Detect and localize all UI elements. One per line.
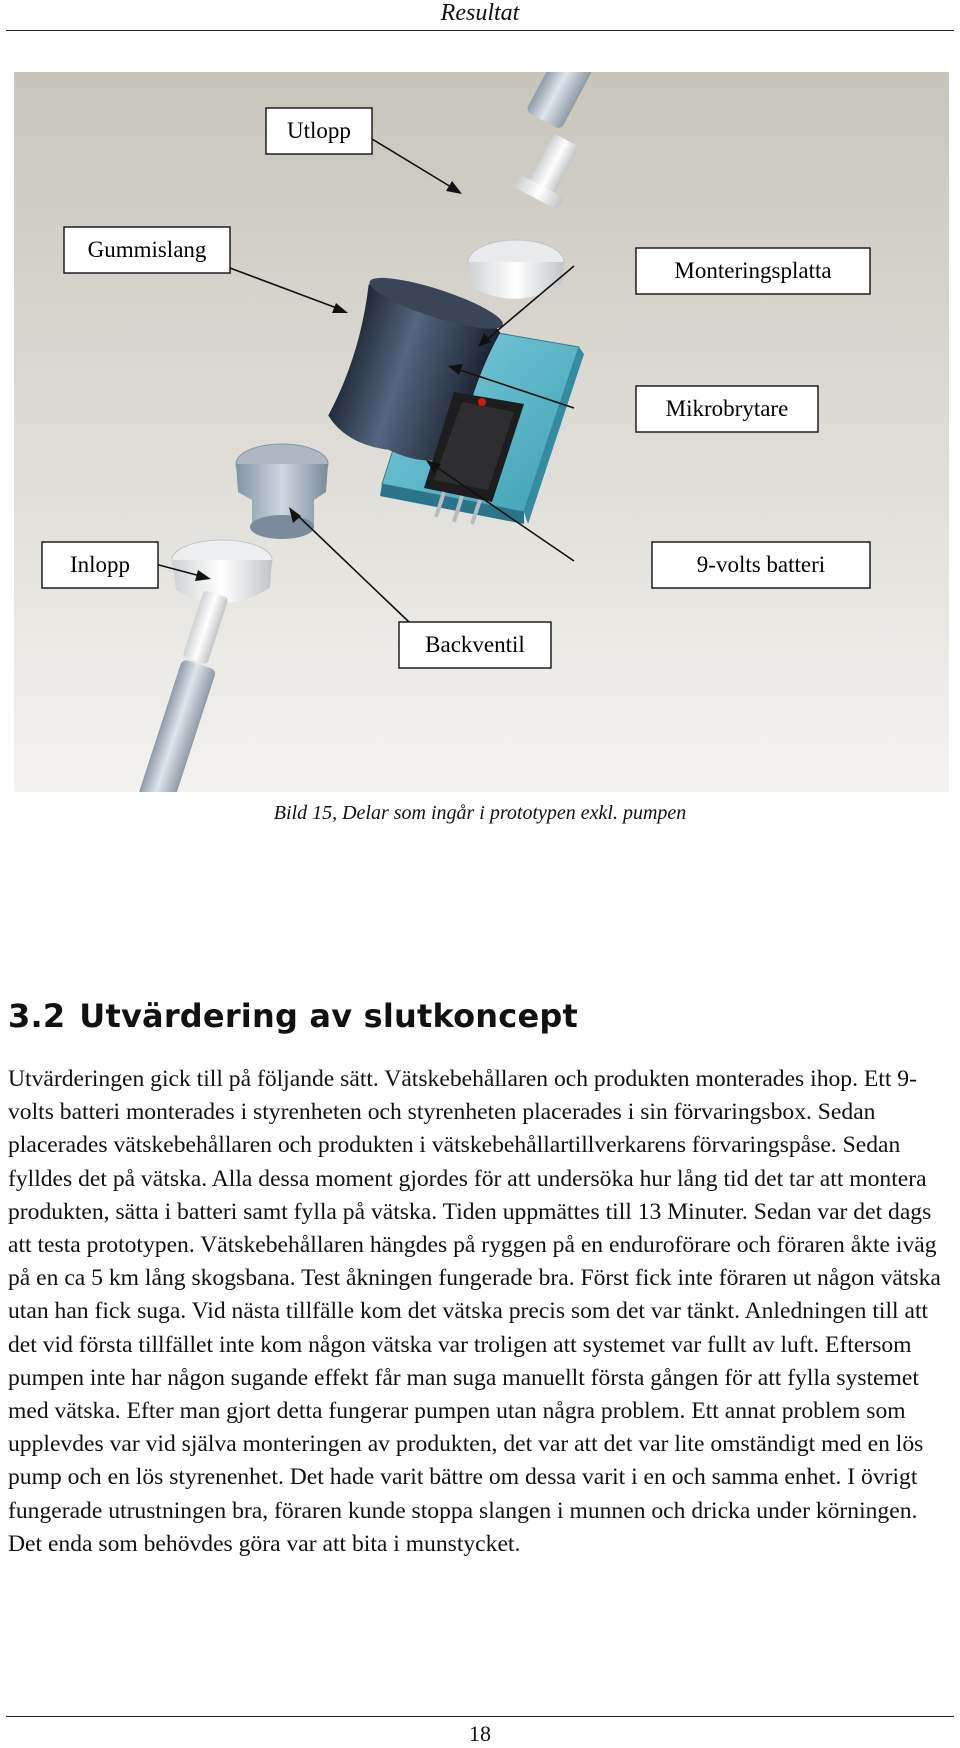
footer-rule (6, 1716, 954, 1717)
section-title: Utvärdering av slutkoncept (79, 997, 578, 1035)
header-rule (6, 30, 954, 31)
label-utlopp (266, 108, 372, 154)
parts-figure (14, 72, 949, 792)
parts-illustration (14, 72, 949, 792)
label-backventil (399, 622, 551, 668)
label-gummislang (64, 227, 230, 273)
figure-caption: Bild 15, Delar som ingår i prototypen exkl. pumpen (273, 802, 687, 824)
label-inlopp (42, 542, 158, 588)
label-utlopp-text: Utlopp (287, 118, 351, 143)
label-monteringsplatta (636, 248, 870, 294)
label-batteri (652, 542, 870, 588)
label-mikrobrytare-text: Mikrobrytare (665, 396, 789, 421)
section-heading (8, 997, 578, 1035)
body-paragraph: Utvärderingen gick till på följande sätt. Vätskebehållaren och produkten monterades ihop. Ett 9-volts batteri monterades i styrenheten och styrenheten placerades i sin förvaringsbox. Sedan placerades vätskebehållaren och produkten i vätskebehållartillverkarens förvaringspåse. Sedan fylldes det på vätska. Alla dessa moment gjordes för att undersöka hur lång tid det tar att montera produkten, sätta i batteri samt fylla på vätska. Tiden uppmättes till 13 Minuter. Sedan var det dags att testa prototypen. Vätskebehållaren hängdes på ryggen på en enduroförare och föraren åkte iväg på en ca 5 km lång skogsbana. Test åkningen fungerade bra. Först fick inte föraren ut någon vätska utan han fick suga. Vid nästa tillfälle kom det vätska precis som det var tänkt. Anledningen till att det vid första tillfället inte kom någon vätska var troligen att systemet var fullt av luft. Eftersom pumpen inte har någon sugande effekt får man suga manuellt första gången för att fylla systemet med vätska. Efter man gjort detta fungerar pumpen utan några problem. Ett annat problem som upplevdes var vid själva monteringen av produkten, det var att det var lite omständigt med en lös pump och en lös styrenenhet. Det hade varit bättre om dessa varit i en och samma enhet. I övrigt fungerade utrustningen bra, föraren kunde stoppa slangen i munnen och dricka under körningen. Det enda som behövdes göra var att bita i munstycket. (8, 1066, 941, 1557)
label-gummislang-text: Gummislang (87, 237, 207, 262)
label-mikrobrytare (636, 386, 818, 432)
running-header: Resultat (440, 0, 520, 26)
label-monteringsplatta-text: Monteringsplatta (674, 258, 832, 283)
label-batteri-text: 9-volts batteri (696, 552, 826, 577)
page-number: 18 (469, 1721, 491, 1746)
label-inlopp-text: Inlopp (69, 552, 131, 577)
section-number: 3.2 (8, 997, 66, 1035)
label-backventil-text: Backventil (425, 632, 525, 657)
